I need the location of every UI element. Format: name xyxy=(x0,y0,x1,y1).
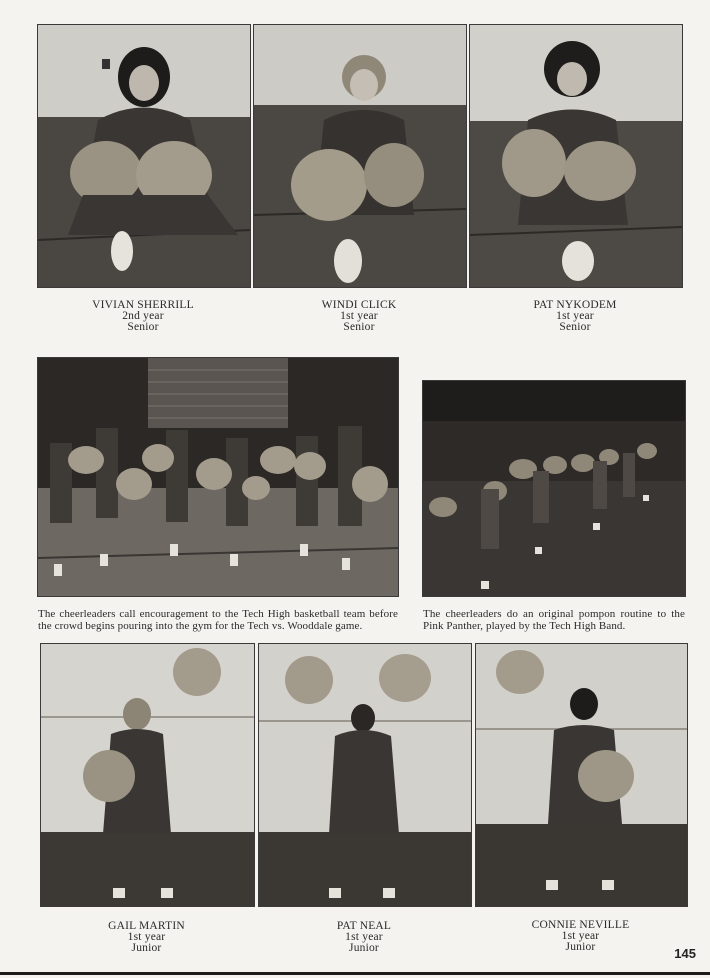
person-year: 1st year xyxy=(561,930,600,942)
caption-pat-neal xyxy=(258,921,470,954)
person-class: Junior xyxy=(349,942,379,954)
photo-vivian-sherrill xyxy=(37,24,251,288)
person-name: PAT NEAL xyxy=(336,920,392,932)
person-year: 1st year xyxy=(345,931,383,943)
photo-windi-click xyxy=(253,24,467,288)
person-class: Junior xyxy=(131,942,162,954)
caption-gail-martin xyxy=(40,921,253,954)
person-name: WINDI CLICK xyxy=(321,299,397,311)
person-class: Senior xyxy=(127,321,159,333)
person-name: CONNIE NEVILLE xyxy=(531,919,630,931)
photo-pat-nykodem xyxy=(469,24,683,288)
caption-vivian-sherrill xyxy=(37,300,249,333)
person-year: 1st year xyxy=(127,931,166,943)
person-class: Junior xyxy=(565,941,596,953)
photo-pat-neal xyxy=(258,643,472,907)
caption-pat-nykodem xyxy=(469,300,681,333)
photo-cheerleaders-gym xyxy=(37,357,399,597)
person-name: PAT NYKODEM xyxy=(533,299,617,311)
person-year: 1st year xyxy=(340,310,378,322)
person-name: VIVIAN SHERRILL xyxy=(92,299,194,311)
page-bottom-edge xyxy=(0,972,710,975)
photo-connie-neville xyxy=(475,643,688,907)
person-year: 2nd year xyxy=(122,310,164,322)
caption-connie-neville xyxy=(475,920,686,953)
person-class: Senior xyxy=(559,321,591,333)
photo-gail-martin xyxy=(40,643,255,907)
caption-gym-encouragement: The cheerleaders call encouragement to the Tech High basketball team before the crowd begins pouring into the gym for the Tech vs. Wooddale game. xyxy=(38,608,398,632)
person-class: Senior xyxy=(343,321,375,333)
photo-pompon-routine xyxy=(422,380,686,597)
page-number: 145 xyxy=(674,946,696,961)
caption-windi-click xyxy=(253,300,465,333)
person-name: GAIL MARTIN xyxy=(108,920,185,932)
caption-pink-panther: The cheerleaders do an original pompon routine to the Pink Panther, played by the Tech High Band. xyxy=(423,608,685,632)
person-year: 1st year xyxy=(556,310,594,322)
